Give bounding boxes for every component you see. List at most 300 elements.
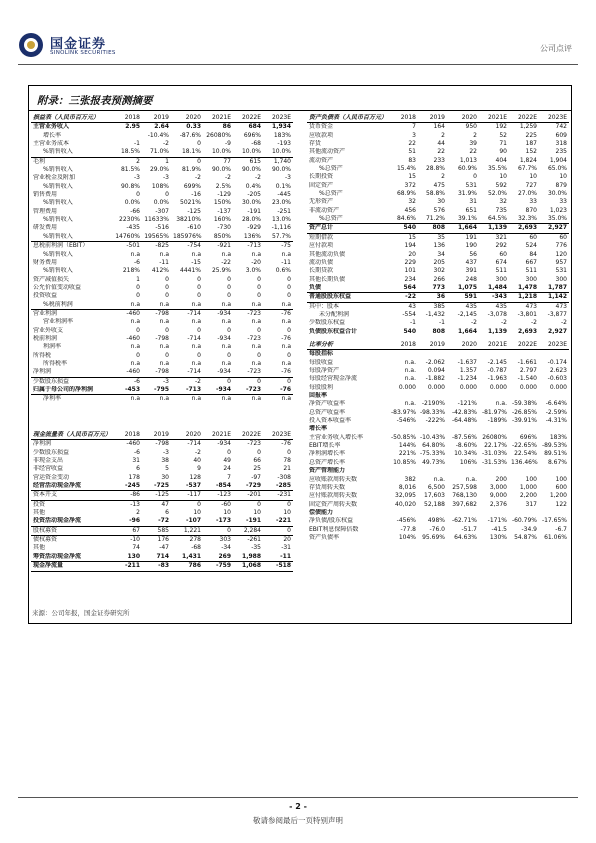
cell-value: -516 <box>155 224 169 232</box>
row-label: 应付款项 <box>309 242 334 250</box>
year-header: 2019 <box>153 431 169 438</box>
table-row <box>307 311 569 319</box>
table-header-row <box>31 431 293 440</box>
cell-value: 2,927 <box>548 224 567 232</box>
cell-value: 90.0% <box>241 166 261 174</box>
cell-value: -76 <box>280 386 291 393</box>
cell-value: 0 <box>165 191 169 199</box>
cell-value: -129 <box>217 191 231 199</box>
table-row <box>31 224 293 232</box>
cell-value: 25 <box>253 465 261 473</box>
table-row <box>31 233 293 242</box>
table-row <box>31 440 293 449</box>
cell-value: 269 <box>218 552 231 560</box>
cell-value: 2.64 <box>154 123 169 131</box>
cell-value: 6 <box>165 509 169 517</box>
table-row <box>307 409 569 417</box>
cell-value: 0 <box>227 292 231 300</box>
cell-value: 0.000 <box>549 383 567 391</box>
cell-value: 317 <box>525 500 537 508</box>
cell-value: 10.0% <box>211 148 231 156</box>
cell-value: 879 <box>555 181 567 189</box>
table-row <box>31 360 293 368</box>
row-label: %销售收入 <box>43 148 73 156</box>
cell-value: -825 <box>155 242 169 250</box>
cell-value: -173 <box>215 517 231 525</box>
year-header: 2023E <box>271 431 291 438</box>
cell-value: -6 <box>134 258 140 266</box>
table-row <box>307 450 569 458</box>
cell-value: 0 <box>287 326 291 334</box>
cell-value: 0 <box>136 326 140 334</box>
cell-value: 776 <box>555 242 567 250</box>
cell-value: 10.0% <box>271 148 291 156</box>
cell-value: 667 <box>525 258 537 266</box>
cell-value: -137 <box>217 207 231 215</box>
row-label: %销售收入 <box>43 182 73 190</box>
cell-value: n.a <box>191 343 201 351</box>
cell-value: 21 <box>283 465 291 473</box>
cell-value: 11633% <box>144 216 169 224</box>
cell-value: 225 <box>525 131 537 139</box>
cell-value: 183% <box>273 131 291 139</box>
cell-value: n.a <box>281 359 291 367</box>
logo-text-en: SINOLINK SECURITIES <box>50 50 116 56</box>
cell-value: 950 <box>465 123 477 131</box>
cell-value <box>509 467 539 475</box>
cell-value: 25.9% <box>211 267 231 275</box>
cell-value: -3,801 <box>517 310 537 318</box>
row-label: 筹资活动现金净流 <box>33 552 82 560</box>
table-row <box>31 474 293 482</box>
cell-value: 39.1% <box>457 215 477 223</box>
cell-value: 592 <box>495 181 507 189</box>
cell-value: 5021% <box>180 199 201 207</box>
cell-value: 585 <box>157 526 169 534</box>
row-label: 净利率 <box>43 395 62 403</box>
cell-value: 0 <box>257 283 261 291</box>
cell-value: 1,664 <box>458 327 477 335</box>
cell-value: -2 <box>225 174 231 182</box>
row-label: %总资产 <box>319 215 343 223</box>
cell-value: -934 <box>215 386 231 393</box>
table-row <box>31 509 293 517</box>
table-row <box>31 301 293 310</box>
cell-value <box>479 509 509 517</box>
cell-value: 0.000 <box>398 383 416 391</box>
appendix-panel <box>28 85 572 624</box>
cell-value: 71.2% <box>425 215 445 223</box>
cell-value: 30.0% <box>241 199 261 207</box>
cell-value: -22 <box>221 258 231 266</box>
table-row <box>307 509 569 517</box>
cell-value: 0.000 <box>489 383 507 391</box>
table-row <box>31 292 293 300</box>
cell-value: -3 <box>134 174 140 182</box>
cell-value: -4.31% <box>545 417 567 425</box>
cell-value: 56 <box>469 250 477 258</box>
row-label: 其他流动负债 <box>309 250 346 258</box>
year-header: 2020 <box>461 114 477 121</box>
table-row <box>307 359 569 367</box>
cell-value: 28.0% <box>241 216 261 224</box>
cell-value: n.a <box>159 343 169 351</box>
cell-value: -47 <box>159 544 169 552</box>
cell-value: -929 <box>247 224 261 232</box>
table-row <box>31 242 293 251</box>
table-row <box>31 183 293 191</box>
row-label: %销售收入 <box>43 216 73 224</box>
cell-value: n.a <box>130 250 140 258</box>
row-label: 少数股东损益 <box>33 377 70 385</box>
table-row <box>31 140 293 148</box>
cell-value: 2,693 <box>518 224 537 232</box>
cell-value: n.a <box>130 395 140 403</box>
row-label: 流动负债 <box>309 258 334 266</box>
cell-value: 22 <box>437 148 445 156</box>
row-label: 营业利润 <box>33 309 58 317</box>
row-label: 其他 <box>33 544 46 552</box>
cell-value: 38 <box>161 457 169 465</box>
cell-value: 67 <box>132 526 140 534</box>
row-label: %销售收入 <box>43 250 73 258</box>
table-row <box>307 148 569 156</box>
balance-sheet-table <box>307 114 569 336</box>
cell-value: -714 <box>187 334 201 342</box>
footer-disclaimer: 敬请参阅最后一页特别声明 <box>253 816 343 825</box>
cell-value: 524 <box>525 242 537 250</box>
cell-value: -98.33% <box>420 408 446 416</box>
year-header: 2018 <box>124 114 140 121</box>
cell-value: 10 <box>253 509 261 517</box>
cell-value: 10 <box>499 173 507 181</box>
cell-value: -2,145 <box>457 310 477 318</box>
cell-value: 651 <box>465 206 477 214</box>
cell-value: -934 <box>217 334 231 342</box>
cell-value: -41.5 <box>491 525 507 533</box>
cell-value: 7 <box>227 473 231 481</box>
cell-value: -723 <box>245 386 261 393</box>
cell-value: 303 <box>219 536 231 544</box>
cell-value: -17.65% <box>541 517 567 525</box>
row-label: 财务费用 <box>33 258 58 266</box>
row-label: 毛利 <box>33 157 46 165</box>
table-row <box>31 562 293 571</box>
cell-value: -10 <box>130 536 140 544</box>
cell-value: -11 <box>159 258 169 266</box>
income-statement-table <box>31 114 293 404</box>
cell-value: 714 <box>156 552 169 560</box>
cell-value: n.a <box>159 318 169 326</box>
cell-value: 1,664 <box>458 224 477 232</box>
cell-value <box>447 392 479 400</box>
cell-value: -31 <box>281 544 291 552</box>
cell-value: 1,740 <box>273 157 291 165</box>
cell-value: 10 <box>223 509 231 517</box>
cell-value: 0 <box>136 191 140 199</box>
cell-value: n.a <box>221 395 231 403</box>
table-row <box>307 259 569 267</box>
row-label: 固定资产周转天数 <box>309 500 358 508</box>
table-row <box>307 350 569 359</box>
cell-value: 372 <box>404 181 416 189</box>
cell-value: 60 <box>499 250 507 258</box>
cell-value: -97 <box>251 473 261 481</box>
cell-value: 61.06% <box>544 533 567 541</box>
cell-value: 0 <box>227 275 231 283</box>
cell-value: 0.000 <box>519 383 537 391</box>
cell-value: 32 <box>408 198 416 206</box>
row-label: 应收款项 <box>309 131 334 139</box>
cell-value: 1,824 <box>519 156 537 164</box>
cell-value: -1 <box>134 140 140 148</box>
cell-value: 84 <box>529 250 537 258</box>
appendix-title: 附录：三张报表预测摘要 <box>37 95 153 107</box>
cell-value: 0 <box>136 292 140 300</box>
cell-value: -798 <box>155 309 169 317</box>
cell-value: -2190% <box>421 400 445 408</box>
cell-value <box>447 509 479 517</box>
cell-value: 2.5% <box>215 182 231 190</box>
cell-value: 0 <box>227 448 231 456</box>
row-label: 总资产增长率 <box>309 458 346 466</box>
ratio-analysis-table <box>307 341 569 542</box>
table-row <box>307 367 569 375</box>
cell-value: -610 <box>187 224 201 232</box>
cell-value: 66 <box>253 457 261 465</box>
table-row <box>307 501 569 509</box>
row-label: 负债股东权益合计 <box>309 327 358 335</box>
cell-value: -460 <box>126 440 140 448</box>
cell-value: -435 <box>126 224 140 232</box>
cell-value: -39.91% <box>511 417 537 425</box>
cell-value: 674 <box>495 258 507 266</box>
logo-text-cn: 国金证券 <box>50 37 107 52</box>
cell-value: 164 <box>433 123 445 131</box>
cell-value: -76 <box>281 440 291 448</box>
row-label: 净利润增长率 <box>309 450 346 458</box>
cell-value: 248 <box>465 275 477 283</box>
cell-value <box>447 350 479 359</box>
row-label: %销售收入 <box>43 166 73 174</box>
cell-value: 192 <box>495 123 507 131</box>
cell-value: -11 <box>280 552 291 560</box>
year-header: 2018 <box>400 114 416 121</box>
cell-value: 699% <box>183 182 201 190</box>
header-divider <box>18 64 578 65</box>
cell-value: -86 <box>130 491 140 499</box>
cell-value: n.a <box>281 300 291 308</box>
table-row <box>31 457 293 465</box>
table-row <box>31 123 293 132</box>
cell-value: 176 <box>157 536 169 544</box>
row-label: 每股股利 <box>309 383 334 391</box>
row-label: 净利润 <box>33 368 52 376</box>
cell-value: -22.65% <box>511 442 537 450</box>
cell-value: -191 <box>247 207 261 215</box>
table-row <box>307 375 569 383</box>
cell-value <box>539 509 569 517</box>
row-label: 少数股东损益 <box>33 448 70 456</box>
cell-value <box>509 350 539 359</box>
cell-value: 9,000 <box>489 492 507 500</box>
table-row <box>307 173 569 181</box>
table-row <box>31 267 293 275</box>
cell-value: -3 <box>163 174 169 182</box>
row-label: %税前利润 <box>43 300 73 308</box>
cell-value: 27.0% <box>517 190 537 198</box>
cell-value: 22.17% <box>484 442 507 450</box>
cell-value: 1 <box>136 275 140 283</box>
row-label: 所得税 <box>33 351 52 359</box>
cell-value: 0 <box>287 377 291 385</box>
table-row <box>307 157 569 165</box>
cell-value: 292 <box>495 242 507 250</box>
cell-value: -205 <box>247 191 261 199</box>
cell-value: -72 <box>158 517 169 525</box>
cell-value: 194 <box>404 242 416 250</box>
cell-value: 0 <box>165 283 169 291</box>
cell-value: 120 <box>555 250 567 258</box>
cell-value: -62.71% <box>451 517 477 525</box>
row-label: 营业税金及附加 <box>33 174 76 182</box>
table-title: 现金流量表（人民币百万元） <box>33 431 112 438</box>
cell-value: 3.0% <box>245 267 261 275</box>
row-label: 营业利润率 <box>43 318 74 326</box>
table-row <box>307 302 569 311</box>
cell-value: n.a <box>251 250 261 258</box>
table-row <box>31 335 293 343</box>
cell-value: 101 <box>404 267 416 275</box>
row-label: 资产管理能力 <box>309 467 346 475</box>
cell-value: -68 <box>191 544 201 552</box>
cell-value: 0 <box>165 351 169 359</box>
cell-value: n.a <box>191 250 201 258</box>
row-label: 净利润 <box>33 440 52 448</box>
cell-value: -83 <box>158 562 169 570</box>
cell-value: 36 <box>436 293 445 301</box>
table-row <box>307 442 569 450</box>
cell-value: 23.0% <box>271 199 291 207</box>
cell-value: 4441% <box>180 267 201 275</box>
row-label: 应收账款周转天数 <box>309 475 358 483</box>
cell-value: 0 <box>136 351 140 359</box>
cell-value: 808 <box>432 224 445 232</box>
cell-value: 1,000 <box>519 483 537 491</box>
cell-value: 5 <box>165 465 169 473</box>
cell-value: -2 <box>531 319 537 327</box>
table-row <box>31 309 293 318</box>
row-label: 增长率 <box>43 131 62 139</box>
cell-value: 2.623 <box>549 367 567 375</box>
table-row <box>31 536 293 545</box>
cell-value: 591 <box>464 293 477 301</box>
cell-value: 10.34% <box>454 450 477 458</box>
cell-value: 183% <box>549 433 567 441</box>
cell-value: 321 <box>495 233 507 241</box>
cell-value: -211 <box>124 562 140 570</box>
cell-value: 0 <box>287 275 291 283</box>
cell-value: 60 <box>559 233 567 241</box>
table-row <box>31 251 293 259</box>
cell-value: 22 <box>469 148 477 156</box>
cash-flow-table <box>31 431 293 572</box>
cell-value: 2,200 <box>519 492 537 500</box>
page-number: - 2 - <box>289 802 307 811</box>
cell-value: -251 <box>277 207 291 215</box>
row-label: 非流动资产 <box>309 206 340 214</box>
cell-value <box>479 467 509 475</box>
row-label: 债权募资 <box>33 536 58 544</box>
year-header: 2020 <box>185 431 201 438</box>
cell-value: 2 <box>441 173 445 181</box>
cell-value: n.a <box>130 343 140 351</box>
cell-value: 1,218 <box>518 293 537 301</box>
cell-value: 10 <box>529 173 537 181</box>
row-label: 投入资本收益率 <box>309 417 352 425</box>
cell-value: 257,598 <box>452 483 477 491</box>
cell-value: 136% <box>243 232 261 240</box>
cell-value: 47 <box>161 500 169 508</box>
cell-value: 35 <box>437 233 445 241</box>
cell-value: 1,139 <box>488 327 507 335</box>
cell-value: -107 <box>185 517 201 525</box>
cell-value: 234 <box>404 275 416 283</box>
row-label: 存货 <box>309 140 322 148</box>
cell-value: n.a <box>221 359 231 367</box>
cell-value: 34 <box>437 250 445 258</box>
cell-value: -189% <box>487 417 507 425</box>
row-label: 其他流动资产 <box>309 148 346 156</box>
logo-mark-icon <box>18 32 44 58</box>
year-header: 2018 <box>124 431 140 438</box>
cell-value: n.a <box>221 343 231 351</box>
cell-value: n.a <box>130 300 140 308</box>
cell-value: -1.661 <box>517 358 537 366</box>
cell-value: -723 <box>247 440 261 448</box>
cell-value <box>509 509 539 517</box>
cell-value: 8.67% <box>547 458 567 466</box>
cell-value: 564 <box>403 283 416 291</box>
cell-value: 108% <box>151 182 169 190</box>
cell-value: 0 <box>257 351 261 359</box>
table-row <box>31 482 293 491</box>
cell-value: 1,934 <box>272 123 291 131</box>
cell-value: -3 <box>163 377 169 385</box>
cell-value <box>389 392 418 400</box>
cell-value: n.a <box>130 318 140 326</box>
cell-value: n.a <box>281 395 291 403</box>
cell-value: 51 <box>408 148 416 156</box>
cell-value: -2 <box>163 140 169 148</box>
row-label: 总资产收益率 <box>309 408 346 416</box>
cell-value: -713 <box>185 386 201 393</box>
cell-value: 0 <box>287 351 291 359</box>
company-logo <box>18 30 168 64</box>
row-label: %总资产 <box>319 190 343 198</box>
cell-value: 90.0% <box>211 166 231 174</box>
cell-value: 10.0% <box>241 148 261 156</box>
cell-value: 18.5% <box>120 148 140 156</box>
cell-value: 35.5% <box>487 165 507 173</box>
cell-value: 31 <box>469 198 477 206</box>
cell-value: 28.8% <box>425 165 445 173</box>
cell-value: 576 <box>433 206 445 214</box>
cell-value: -2.062 <box>425 358 445 366</box>
cell-value: n.a <box>191 395 201 403</box>
cell-value: -934 <box>217 440 231 448</box>
cell-value: 68.9% <box>396 190 416 198</box>
